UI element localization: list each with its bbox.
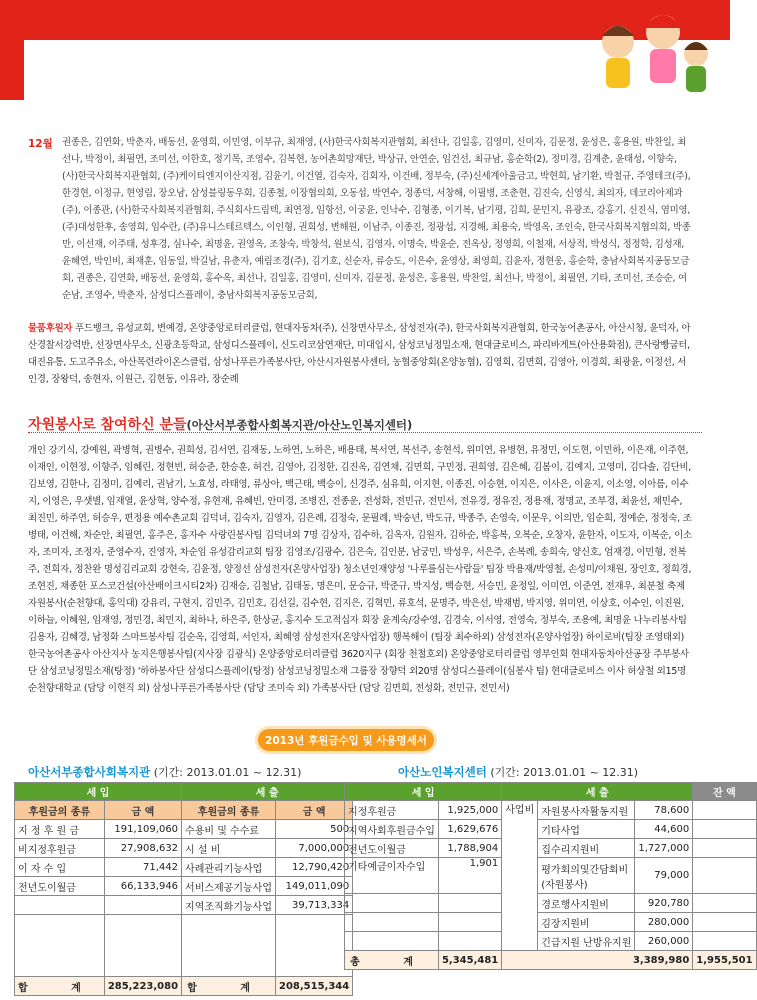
table-row [345, 894, 757, 913]
table-cell: 1,629,676 [438, 820, 501, 839]
table-cell: 전년도이월금 [15, 877, 105, 896]
donor-list-december: 권종은, 김연화, 박춘자, 배동선, 윤영희, 이민영, 이부규, 최재영, (사)한국사회복지관협회, 최선나, 김일홍, 김영미, 신미자, 김문정, 윤성은, 홍용원, 박찬일, 최선나, 박정이, 최필연, 조미선, 이한호, 정기목, 조영수, 김복현, 농어촌희망재단, 박상규, 안연순, 임건선, 최규남, 홍순학(2), 정미경, 김계춘, 윤태성, 이향숙, (사)한국사회복지관협회, (주)케이티엔지이산지점, 김윤기, 이건열, 김숙자, 김회자, 이건배, 정부숙, (주)신세계아울금고, 박현희, 남기환, 박철규, 주영테크(주), 한경현, 이정규, 현영림, 장오남, 삼성블링동우회, 김종철, 이장협의회, 오동섭, 박연수, 정종덕, 서창해, 이필병, 조춘현, 김진숙, 신영식, 최의자, 데코리아제과(주), 이종관, (사)한국사회복지관협회, 주식회사드림텍, 최연정, 임항선, 이궁윤, 인낙수, 김형종, 이기복, 남기평, 김희, 문민지, 유광조, 강홍기, 신진식, 염미영, (주)대성한후, 송영희, 임수란, (주)유니스테르텍스, 이인형, 권희성, 변해원, 이남주, 이종진, 정광섭, 지경해, 최용숙, 박영옥, 조인숙, 한국사회복지협의회, 박종만, 이선재, 이주태, 성후경, 심나수, 최명윤, 권영옥, 조창숙, 박창석, 원보식, 김영자, 이명숙, 박윤순, 전옥상, 정영희, 이철재, 서상적, 박성식, 정정학, 김성재, 윤혜연, 박인비, 최재훈, 임동일, 박길남, 유춘자, 예림조경(주), 김기호, 신순자, 류승도, 이은수, 윤영상, 최영희, 김윤자, 정현웅, 홍순학, 충남사회복지공동모금회, 권종은, 김연화, 배동선, 윤영희, 홍수옥, 최선나, 김일홍, 김영미, 신미자, 김문정, 윤성은, 홍용원, 박찬일, 최선나, 박정이, 최필연, 기타, 조미선, 조승순, 여순남, 조영수, 박춘자, 삼성디스플레이, 충남사회복지공동모금회, [62, 137, 691, 301]
table2-total-label: 총 계 [345, 951, 439, 970]
volunteer-heading [28, 414, 412, 434]
month-label: 12월 [28, 138, 53, 150]
table-cell: 시 설 비 [182, 839, 276, 858]
table-row [15, 839, 353, 858]
table-cell: 김장지원비 [538, 913, 635, 932]
table-cell: 1,727,000 [635, 839, 693, 858]
table2-income-header: 세 입 [345, 783, 502, 801]
table-cell: 자원봉사자활동지원 [538, 801, 635, 820]
table-cell: 260,000 [635, 932, 693, 951]
finance-section-ribbon: 2013년 후원금수입 및 사용명세서 [258, 729, 434, 751]
table-row [345, 913, 757, 932]
children-illustration [568, 2, 718, 112]
table1-col-amount2: 금 액 [276, 801, 353, 820]
table1-caption [28, 764, 301, 780]
table-cell: 78,600 [635, 801, 693, 820]
table2-period: (기간: 2013.01.01 ~ 12.31) [490, 766, 639, 779]
left-red-band [0, 40, 24, 100]
table-cell: 수용비 및 수수료 [182, 820, 276, 839]
table-row-spacer [15, 915, 353, 977]
table2-caption [398, 764, 638, 780]
table2-total-income: 5,345,481 [438, 951, 501, 970]
volunteer-title: 자원봉사로 참여하신 분들 [28, 417, 187, 433]
table-cell: 평가회의및간담회비(자원봉사) [538, 858, 635, 894]
table1-total-row [15, 977, 353, 996]
table1-expense-header: 세 출 [182, 783, 353, 801]
table-cell: 39,713,334 [276, 896, 353, 915]
goods-donor-section [28, 320, 692, 388]
table-cell: 기타예금이자수입 [345, 858, 439, 894]
table-cell [104, 896, 181, 915]
volunteer-subtitle: (아산서부종합사회복지관/아산노인복지센터) [186, 418, 413, 432]
table1-total-label: 합 계 [15, 977, 105, 996]
table-cell: 비지정후원금 [15, 839, 105, 858]
table-cell: 79,000 [635, 858, 693, 894]
table-cell: 경로행사지원비 [538, 894, 635, 913]
table-cell: 44,600 [635, 820, 693, 839]
table1-col-amount: 금 액 [104, 801, 181, 820]
table1 [14, 782, 353, 996]
table-row [15, 877, 353, 896]
table-cell: 기타사업 [538, 820, 635, 839]
table2-expense-header: 세 출 [502, 783, 693, 801]
table2 [344, 782, 757, 970]
table-row [15, 896, 353, 915]
table2-total-expense: 3,389,980 [502, 951, 693, 970]
table-cell: 서비스제공기능사업 [182, 877, 276, 896]
table-cell: 전년도이월금 [345, 839, 439, 858]
table1-col-kind2: 후원금의 종류 [182, 801, 276, 820]
table-row [345, 858, 757, 894]
table-row [345, 820, 757, 839]
table-cell: 지역사회후원금수입 [345, 820, 439, 839]
volunteer-list: 개인 강기식, 강예원, 곽병혁, 권병수, 권희성, 김서연, 김재동, 노하연, 노하은, 배용태, 복서연, 복선주, 송현석, 위미연, 유병현, 유정민, 이도현, 이민하, 이은재, 이주현, 이재인, 이현정, 이향주, 임혜린, 정현빈, 허승준, 한승훈, 허건, 김영아, 김정한, 김진옥, 김연채, 김면희, 구민정, 권희영, 김은혜, 김봄이, 김예지, 고영미, 김다솔, 김단비, 김보영, 김한나, 김정미, 김예리, 권남기, 노효성, 라태영, 류상아, 백근태, 백승이, 신경주, 심유희, 이지현, 이종진, 이승현, 이지은, 이사은, 이윤지, 이소영, 이아름, 이수지, 이영은, 우샛별, 임재열, 윤상혁, 양수정, 유현재, 유혜빈, 안미경, 조병진, 전종운, 전성화, 전민규, 전민서, 전유경, 정유진, 정용재, 정명교, 조부경, 최윤선, 채민수, 최진민, 하주연, 허승우, 편정용 예수촌교회 김덕녀, 김숙자, 김영자, 김은례, 김정숙, 문필례, 박숭년, 박도규, 박종주, 손영숙, 이문우, 이의만, 임순희, 정예순, 정정숙, 조병태, 이건해, 차순안, 최필연, 홍주은, 홍자수 사랑린봉사팀 김덕녀외 7명 김상자, 김수하, 김옥자, 김원자, 김하순, 박홍복, 오복순, 오창자, 윤한자, 이도자, 이복순, 이소자, 조미자, 조정자, 준영수자, 진영자, 차순임 유성감리교회 팀장 김영조/김광수, 김은숙, 김인분, 남궁민, 박성우, 서은주, 손복례, 송희숙, 양신호, 엄재경, 이민형, 전복주, 전희자, 정찬완 명성김리교회 강현숙, 김윤정, 양정선 삼성전자(온양사업장) 청소년인재양성 '나루를심는사람들' 팀장 박용재/박영철, 손성미/이채원, 장인호, 정희경, 조현진, 채종한 포스코건설(아산배이크시티2차) 김재승, 김철남, 김태동, 명은미, 문승규, 박준규, 박지성, 백승현, 서승민, 윤정일, 이미연, 이준연, 전재우, 최분철 축제자원봉사(순천향대, 홍익대) 강유리, 구현지, 김민주, 김민호, 김선길, 김수현, 김지은, 김혁민, 류호석, 문명주, 박은선, 박재범, 박지영, 위미연, 이상호, 이수인, 이진원, 이하늘, 이혜원, 임재영, 정민경, 최민지, 최하나, 하은주, 한상균, 홍지수 도고적십자 회장 윤계숙/강수영, 김경숙, 이서영, 전영숙, 정부숙, 조용예, 최명윤 나누리봉사팀 김용자, 김혜경, 남정화 스마트봉사팀 김순옥, 김영희, 서인자, 최혜영 삼성전자(온양사업장) 행복해이 (팀장 최수하외) 삼성전자(온양사업장) 하이로비(팀장 조영태외) 한국농어촌공사 아산지사 농지은행봉사팀(지사장 김광식) 온양중앙로터리클럽 3620지구 (회장 천철호외) 온양중앙로터리클럽 영부인회 현대자동차아산공장 주부봉사단 삼성코닝정밀소재(탕정) '하하봉사단 삼성디스플레이(탕정) 삼성코닝정밀소재 그룹장 장향덕 외20명 삼성디스플레이(심봉사 팀) 현대글로비스 이사 허상철 외15명 순천향대학교 (담당 이현직 외) 삼성나푸른가족봉사단 (담당 조미숙 외) 가족봉사단 (담당 김면희, 전성화, 전민규, 전민서) [28, 445, 692, 694]
table-cell: 지 정 후 원 금 [15, 820, 105, 839]
table-cell: 12,790,420 [276, 858, 353, 877]
goods-donor-label: 물품후원자 [28, 323, 73, 334]
table1-total-expense: 208,515,344 [276, 977, 353, 996]
table2-total-remainder: 1,955,501 [693, 951, 756, 970]
table-row [345, 839, 757, 858]
table-cell: 7,000,000 [276, 839, 353, 858]
table-cell: 66,133,946 [104, 877, 181, 896]
table1-period: (기간: 2013.01.01 ~ 12.31) [153, 766, 302, 779]
table-cell: 1,901 [438, 858, 501, 894]
volunteer-divider [28, 432, 702, 433]
table-cell: 280,000 [635, 913, 693, 932]
table-cell: 1,925,000 [438, 801, 501, 820]
table-cell: 집수리지원비 [538, 839, 635, 858]
table-cell: 긴급지원 난방유지원 [538, 932, 635, 951]
table-cell: 149,011,090 [276, 877, 353, 896]
table-cell: 191,109,060 [104, 820, 181, 839]
table-cell: 27,908,632 [104, 839, 181, 858]
table-cell: 920,780 [635, 894, 693, 913]
table-cell: 지정후원금 [345, 801, 439, 820]
table-row [15, 820, 353, 839]
table1-total-label2: 합 계 [182, 977, 276, 996]
table1-income-header: 세 입 [15, 783, 182, 801]
table-row [345, 801, 757, 820]
table2-total-row [345, 951, 757, 970]
table2-remainder-header: 잔 액 [693, 783, 756, 801]
table1-total-income: 285,223,080 [104, 977, 181, 996]
table2-expense-group: 사업비 [502, 801, 538, 951]
table-cell: 지역조직화기능사업 [182, 896, 276, 915]
table1-name: 아산서부종합사회복지관 [28, 765, 151, 779]
table-cell [15, 896, 105, 915]
table1-col-kind: 후원금의 종류 [15, 801, 105, 820]
table-cell: 사례관리기능사업 [182, 858, 276, 877]
table-cell: 500 [276, 820, 353, 839]
table-cell: 71,442 [104, 858, 181, 877]
table-cell: 이 자 수 입 [15, 858, 105, 877]
table-cell: 1,788,904 [438, 839, 501, 858]
table-row [345, 932, 757, 951]
table2-name: 아산노인복지센터 [398, 765, 487, 779]
goods-donor-list: 푸드뱅크, 유성교회, 변예경, 온양중앙로터리클럽, 현대자동차(주), 신창면사무소, 삼성전자(주), 한국사회복지관협회, 한국농어촌공사, 아산시청, 윤덕자, 아산경찰서강력반, 선장면사무소, 신광초등학교, 삼성디스플레이, 신도리코삼연재단, 미대입시, 삼성코닝정밀소재, 현대글로비스, 파리바게트(아산용화점), 큰사랑빵굽터, 대진유통, 도고주유소, 아산목련라이온스클럽, 삼성나푸른가족봉사단, 아산시자원봉사센터, 농협중앙회(온양농협), 김영희, 김면희, 김영아, 이경희, 최광윤, 이정선, 서인경, 장왕덕, 송현자, 이원근, 김현동, 이유라, 장순례 [28, 323, 691, 385]
table-row [15, 858, 353, 877]
